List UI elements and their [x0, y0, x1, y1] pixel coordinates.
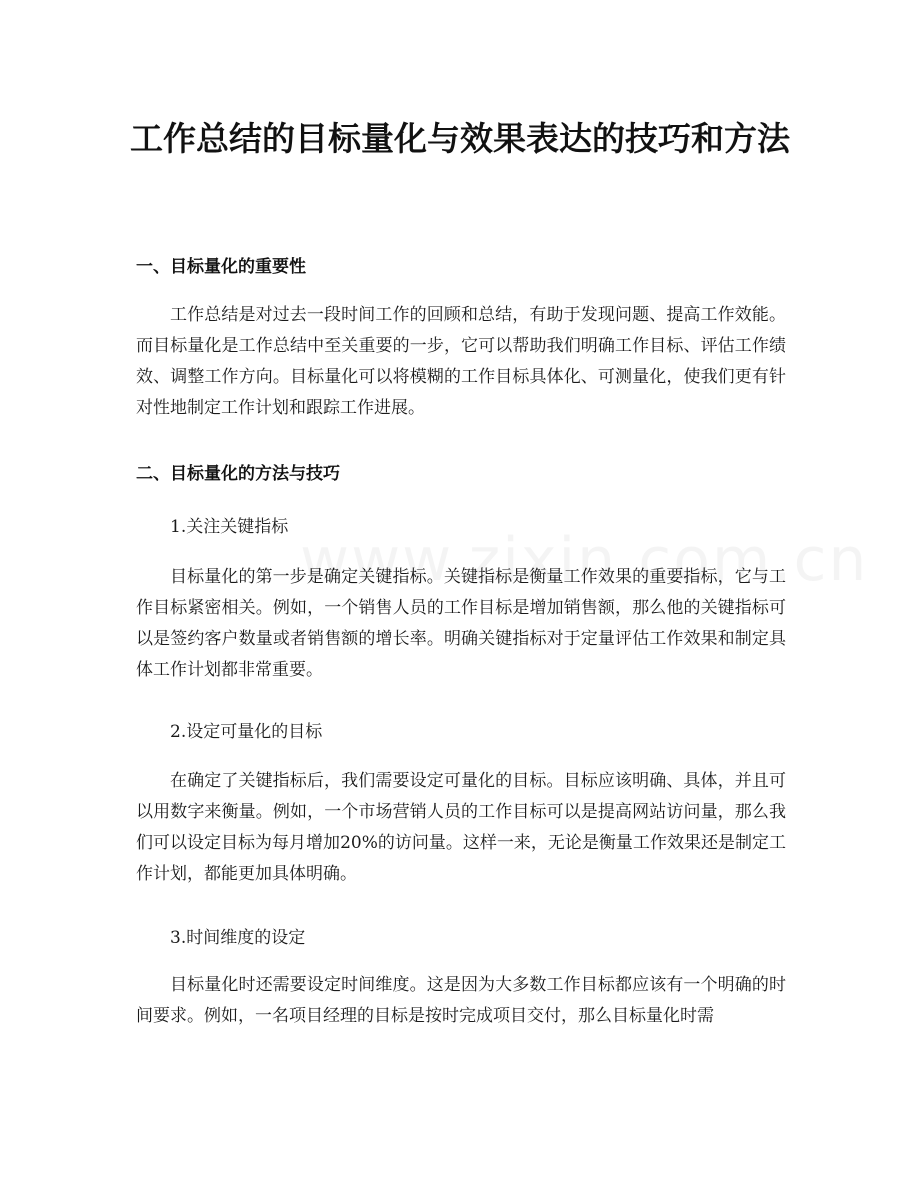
subsection-heading-1: 1.关注关键指标 — [170, 517, 289, 537]
section-1-paragraph: 工作总结是对过去一段时间工作的回顾和总结，有助于发现问题、提高工作效能。而目标量化是工作总结中至关重要的一步，它可以帮助我们明确工作目标、评估工作绩效、调整工作方向。目标量化可以将模糊的工作目标具体化、可测量化，使我们更有针对性地制定工作计划和跟踪工作进展。 — [136, 305, 786, 418]
subsection-heading-2: 2.设定可量化的目标 — [170, 722, 323, 742]
subsection-heading-3: 3.时间维度的设定 — [170, 928, 306, 948]
subsection-2-paragraph: 在确定了关键指标后，我们需要设定可量化的目标。目标应该明确、具体，并且可以用数字来衡量。例如，一个市场营销人员的工作目标可以是提高网站访问量，那么我们可以设定目标为每月增加20%的访问量。这样一来，无论是衡量工作效果还是制定工作计划，都能更加具体明确。 — [136, 771, 786, 884]
section-heading-1: 一、目标量化的重要性 — [136, 257, 306, 277]
document-title: 工作总结的目标量化与效果表达的技巧和方法 — [130, 119, 790, 158]
section-heading-2: 二、目标量化的方法与技巧 — [136, 464, 340, 484]
subsection-1-paragraph: 目标量化的第一步是确定关键指标。关键指标是衡量工作效果的重要指标，它与工作目标紧密相关。例如，一个销售人员的工作目标是增加销售额，那么他的关键指标可以是签约客户数量或者销售额的增长率。明确关键指标对于定量评估工作效果和制定具体工作计划都非常重要。 — [136, 567, 786, 680]
subsection-3-paragraph: 目标量化时还需要设定时间维度。这是因为大多数工作目标都应该有一个明确的时间要求。例如，一名项目经理的目标是按时完成项目交付，那么目标量化时需 — [136, 975, 786, 1026]
